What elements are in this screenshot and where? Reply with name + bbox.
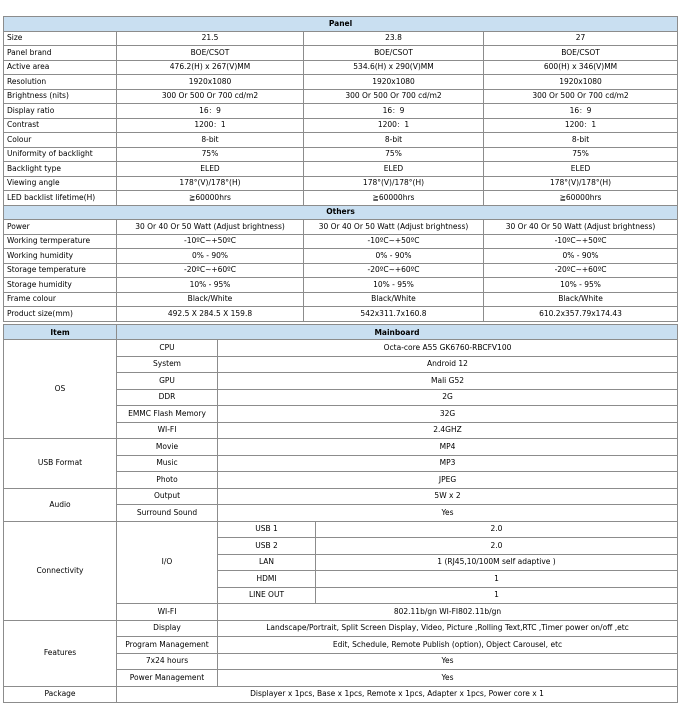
others-row-value: 30 Or 40 Or 50 Watt (Adjust brightness) xyxy=(484,220,678,235)
os-item-label: WI-FI xyxy=(117,422,218,439)
panel-row-value: ELED xyxy=(117,162,304,177)
io-port-value: 1 xyxy=(316,571,678,588)
panel-row-label: Brightness (nits) xyxy=(4,89,117,104)
panel-spec-table xyxy=(3,16,678,322)
panel-row-value: 300 Or 500 Or 700 cd/m2 xyxy=(304,89,484,104)
spec-row xyxy=(4,89,678,104)
panel-row-value: 8-bit xyxy=(484,133,678,148)
panel-row-value: 1920x1080 xyxy=(117,75,304,90)
spec-row xyxy=(4,176,678,191)
panel-row-value: 178°(V)/178°(H) xyxy=(117,176,304,191)
panel-row-value: 8-bit xyxy=(304,133,484,148)
io-port-label: LINE OUT xyxy=(218,587,316,604)
spec-row xyxy=(4,292,678,307)
spec-row xyxy=(4,234,678,249)
panel-row-value: 178°(V)/178°(H) xyxy=(484,176,678,191)
others-row-value: -20ºC~+60ºC xyxy=(117,263,304,278)
os-row xyxy=(4,340,678,357)
others-row-label: Working humidity xyxy=(4,249,117,264)
others-row-value: 10% - 95% xyxy=(117,278,304,293)
others-row-value: Black/White xyxy=(304,292,484,307)
panel-row-value: BOE/CSOT xyxy=(117,46,304,61)
audio-item-label: Output xyxy=(117,488,218,505)
spec-row xyxy=(4,133,678,148)
io-port-value: 1 xyxy=(316,587,678,604)
io-port-label: HDMI xyxy=(218,571,316,588)
io-port-label: LAN xyxy=(218,554,316,571)
features-row xyxy=(4,620,678,637)
item-column-header: Item xyxy=(4,325,117,340)
spec-row xyxy=(4,60,678,75)
io-port-value: 2.0 xyxy=(316,521,678,538)
usb-format-item-label: Movie xyxy=(117,439,218,456)
spec-row xyxy=(4,278,678,293)
others-row-value: Black/White xyxy=(484,292,678,307)
panel-row-label: Resolution xyxy=(4,75,117,90)
others-row-value: 0% - 90% xyxy=(484,249,678,264)
usb-format-item-value: JPEG xyxy=(218,472,678,489)
connectivity-row xyxy=(4,521,678,538)
spec-row xyxy=(4,31,678,46)
features-group-label: Features xyxy=(4,620,117,686)
os-item-label: DDR xyxy=(117,389,218,406)
panel-row-value: 600(H) x 346(V)MM xyxy=(484,60,678,75)
others-row-value: 610.2x357.79x174.43 xyxy=(484,307,678,322)
panel-row-label: Size xyxy=(4,31,117,46)
panel-row-label: LED backlist lifetime(H) xyxy=(4,191,117,206)
features-item-label: 7x24 hours xyxy=(117,653,218,670)
panel-row-value: 178°(V)/178°(H) xyxy=(304,176,484,191)
panel-row-value: 21.5 xyxy=(117,31,304,46)
audio-group-label: Audio xyxy=(4,488,117,521)
panel-row-value: 16：9 xyxy=(117,104,304,119)
others-row-label: Storage temperature xyxy=(4,263,117,278)
others-row-value: 492.5 X 284.5 X 159.8 xyxy=(117,307,304,322)
others-row-value: 0% - 90% xyxy=(304,249,484,264)
panel-row-label: Contrast xyxy=(4,118,117,133)
others-row-label: Storage humidity xyxy=(4,278,117,293)
panel-row-value: 534.6(H) x 290(V)MM xyxy=(304,60,484,75)
others-row-label: Power xyxy=(4,220,117,235)
io-port-label: USB 1 xyxy=(218,521,316,538)
panel-row-label: Uniformity of backlight xyxy=(4,147,117,162)
panel-section-title: Panel xyxy=(4,17,678,32)
audio-item-value: Yes xyxy=(218,505,678,522)
panel-row-value: 75% xyxy=(117,147,304,162)
os-item-value: 2G xyxy=(218,389,678,406)
os-item-value: Mali G52 xyxy=(218,373,678,390)
audio-item-label: Surround Sound xyxy=(117,505,218,522)
others-row-value: 30 Or 40 Or 50 Watt (Adjust brightness) xyxy=(304,220,484,235)
os-item-value: 2.4GHZ xyxy=(218,422,678,439)
os-item-label: CPU xyxy=(117,340,218,357)
panel-row-value: 16：9 xyxy=(484,104,678,119)
others-row-value: 30 Or 40 Or 50 Watt (Adjust brightness) xyxy=(117,220,304,235)
features-item-label: Display xyxy=(117,620,218,637)
spec-row xyxy=(4,191,678,206)
spec-row xyxy=(4,118,678,133)
panel-row-value: 1200：1 xyxy=(117,118,304,133)
panel-row-value: 75% xyxy=(484,147,678,162)
others-row-value: 0% - 90% xyxy=(117,249,304,264)
io-port-label: USB 2 xyxy=(218,538,316,555)
spec-row xyxy=(4,307,678,322)
os-item-label: GPU xyxy=(117,373,218,390)
features-item-value: Landscape/Portrait, Split Screen Display, Video, Picture ,Rolling Text,RTC ,Timer power on/off ,etc xyxy=(218,620,678,637)
others-row-value: -10ºC~+50ºC xyxy=(304,234,484,249)
usb-format-item-value: MP3 xyxy=(218,455,678,472)
panel-row-label: Panel brand xyxy=(4,46,117,61)
os-item-value: 32G xyxy=(218,406,678,423)
spec-row xyxy=(4,147,678,162)
others-section-header-row xyxy=(4,205,678,220)
others-row-value: -20ºC~+60ºC xyxy=(484,263,678,278)
others-section-title: Others xyxy=(4,205,678,220)
spec-row xyxy=(4,162,678,177)
others-row-value: 10% - 95% xyxy=(484,278,678,293)
panel-row-value: 23.8 xyxy=(304,31,484,46)
features-item-value: Yes xyxy=(218,670,678,687)
usb-format-item-value: MP4 xyxy=(218,439,678,456)
audio-row xyxy=(4,488,678,505)
package-row xyxy=(4,686,678,703)
panel-row-value: ≧60000hrs xyxy=(484,191,678,206)
panel-row-value: ELED xyxy=(304,162,484,177)
usb-format-group-label: USB Format xyxy=(4,439,117,489)
features-item-value: Edit, Schedule, Remote Publish (option), Object Carousel, etc xyxy=(218,637,678,654)
others-row-value: 10% - 95% xyxy=(304,278,484,293)
os-item-label: EMMC Flash Memory xyxy=(117,406,218,423)
spec-row xyxy=(4,249,678,264)
panel-row-label: Active area xyxy=(4,60,117,75)
features-item-label: Program Management xyxy=(117,637,218,654)
others-row-label: Product size(mm) xyxy=(4,307,117,322)
spec-row xyxy=(4,75,678,90)
mainboard-spec-table xyxy=(3,324,678,703)
panel-row-value: 1920x1080 xyxy=(484,75,678,90)
others-row-value: -10ºC~+50ºC xyxy=(117,234,304,249)
io-port-value: 1 (RJ45,10/100M self adaptive ) xyxy=(316,554,678,571)
audio-item-value: 5W x 2 xyxy=(218,488,678,505)
usb-format-item-label: Music xyxy=(117,455,218,472)
spec-row xyxy=(4,263,678,278)
panel-row-value: 300 Or 500 Or 700 cd/m2 xyxy=(117,89,304,104)
wifi-value: 802.11b/gn WI-FI802.11b/gn xyxy=(218,604,678,621)
connectivity-group-label: Connectivity xyxy=(4,521,117,620)
io-port-value: 2.0 xyxy=(316,538,678,555)
features-item-value: Yes xyxy=(218,653,678,670)
panel-row-label: Display ratio xyxy=(4,104,117,119)
panel-row-value: 1200：1 xyxy=(484,118,678,133)
others-row-value: Black/White xyxy=(117,292,304,307)
others-row-value: -10ºC~+50ºC xyxy=(484,234,678,249)
mainboard-header-row xyxy=(4,325,678,340)
panel-row-value: BOE/CSOT xyxy=(304,46,484,61)
panel-row-value: ≧60000hrs xyxy=(117,191,304,206)
others-row-value: 542x311.7x160.8 xyxy=(304,307,484,322)
os-group-label: OS xyxy=(4,340,117,439)
usb-format-item-label: Photo xyxy=(117,472,218,489)
os-item-label: System xyxy=(117,356,218,373)
panel-section-header-row xyxy=(4,17,678,32)
panel-row-value: 27 xyxy=(484,31,678,46)
spec-row xyxy=(4,46,678,61)
others-row-label: Frame colour xyxy=(4,292,117,307)
panel-row-label: Viewing angle xyxy=(4,176,117,191)
os-item-value: Octa-core A55 GK6760-RBCFV100 xyxy=(218,340,678,357)
panel-row-label: Colour xyxy=(4,133,117,148)
spec-row xyxy=(4,220,678,235)
mainboard-column-header: Mainboard xyxy=(117,325,678,340)
panel-row-value: 1920x1080 xyxy=(304,75,484,90)
io-label: I/O xyxy=(117,521,218,604)
panel-row-value: ≧60000hrs xyxy=(304,191,484,206)
panel-row-value: 8-bit xyxy=(117,133,304,148)
features-item-label: Power Management xyxy=(117,670,218,687)
others-row-value: -20ºC~+60ºC xyxy=(304,263,484,278)
panel-row-value: 1200：1 xyxy=(304,118,484,133)
others-row-label: Working termperature xyxy=(4,234,117,249)
spec-row xyxy=(4,104,678,119)
panel-row-value: ELED xyxy=(484,162,678,177)
panel-row-value: 476.2(H) x 267(V)MM xyxy=(117,60,304,75)
wifi-label: WI-FI xyxy=(117,604,218,621)
package-label: Package xyxy=(4,686,117,703)
os-item-value: Android 12 xyxy=(218,356,678,373)
panel-row-value: 16：9 xyxy=(304,104,484,119)
package-value: Displayer x 1pcs, Base x 1pcs, Remote x 1pcs, Adapter x 1pcs, Power core x 1 xyxy=(117,686,678,703)
panel-row-label: Backlight type xyxy=(4,162,117,177)
panel-row-value: 300 Or 500 Or 700 cd/m2 xyxy=(484,89,678,104)
usb-format-row xyxy=(4,439,678,456)
panel-row-value: 75% xyxy=(304,147,484,162)
panel-row-value: BOE/CSOT xyxy=(484,46,678,61)
